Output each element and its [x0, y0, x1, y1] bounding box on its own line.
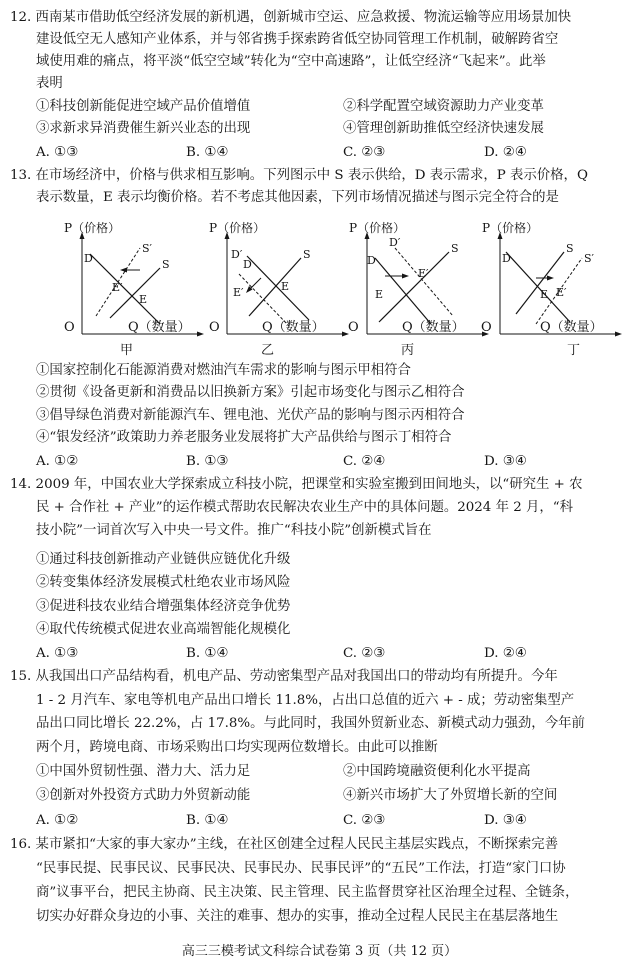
graph-jia-origin: O	[64, 320, 75, 335]
label-e-prime: E′	[418, 267, 429, 280]
y-axis-label: P（价格）	[64, 221, 121, 235]
q12-statements-row-2	[36, 119, 631, 139]
q14-stem-line-3: 技小院”一词首次写入中央一号文件。推广“科技小院”创新模式旨在	[36, 523, 432, 538]
q13-statement-3: ③倡导绿色消费对新能源汽车、锂电池、光伏产品的影响与图示丙相符合	[36, 408, 465, 423]
q16-stem-line-2: “民事民提、民事民议、民事民决、民事民办、民事民评”的“五民”工作法，打造“家门口协	[36, 861, 566, 876]
q12-stem-line-2: 建设低空无人感知产业体系，并与邻省携手探索跨省低空协同管理工作机制，破解跨省空	[36, 32, 559, 47]
graph-bing-origin: O	[348, 320, 359, 335]
q12-statement-4: ④管理创新助推低空经济快速发展	[343, 121, 544, 136]
label-e: E	[281, 280, 290, 293]
label-e: E	[540, 288, 549, 301]
graph-jia-caption: 甲	[120, 343, 134, 358]
q12-statements-row-1	[36, 97, 631, 117]
label-d: D	[502, 252, 511, 265]
q13-options	[36, 452, 631, 472]
q13-stem-line-2: 表示数量，E 表示均衡价格。若不考虑其他因素，下列市场情况描述与图示完全符合的是	[36, 190, 559, 205]
q13-statement-1: ①国家控制化石能源消费对燃油汽车需求的影响与图示甲相符合	[36, 363, 411, 378]
q14-statement-1: ①通过科技创新推动产业链供应链优化升级	[36, 552, 291, 567]
q13-option-a[interactable]: A. ①②	[36, 454, 79, 469]
q14-statement-4: ④取代传统模式促进农业高端智能化规模化	[36, 622, 291, 637]
label-s: S	[451, 242, 459, 255]
q12-stem-line-1: 12. 西南某市借助低空经济发展的新机遇，创新城市空运、应急救援、物流运输等应用场景加快	[10, 10, 572, 25]
label-d-prime: D′	[231, 248, 243, 261]
label-d: D	[243, 258, 252, 271]
q12-option-c[interactable]: C. ②③	[343, 145, 386, 160]
q12-option-b[interactable]: B. ①④	[186, 145, 229, 160]
q15-stem-line-3: 品出口同比增长 22.2%，占 17.8%。与此同时，我国外贸新业态、新模式动力强劲，今年前	[36, 716, 585, 731]
graph-ding-x-label: Q（数量）	[540, 320, 603, 335]
q16-stem-line-4: 切实办好群众身边的小事、关注的难事、想办的实事，推动全过程人民民主在基层落地生	[36, 909, 559, 924]
shift-arrow-right-icon	[547, 276, 554, 281]
label-d: D	[367, 254, 376, 267]
q14-statement-3: ③促进科技农业结合增强集体经济竞争优势	[36, 599, 291, 614]
q12-statement-2: ②科学配置空域资源助力产业变革	[343, 99, 544, 114]
label-d: D	[84, 252, 93, 265]
graph-jia-x-label: Q（数量）	[128, 320, 191, 335]
graph-bing-x-label: Q（数量）	[402, 320, 465, 335]
y-axis-label: P（价格）	[209, 221, 266, 235]
graph-ding-caption: 丁	[567, 343, 581, 358]
x-axis-arrow-icon	[197, 332, 204, 337]
page-footer: 高三三模考试文科综合试卷第 3 页（共 12 页）	[181, 944, 458, 959]
label-s: S	[566, 242, 574, 255]
q15-statements-row-1	[36, 762, 631, 782]
q15-option-a[interactable]: A. ①②	[36, 813, 79, 828]
q15-option-d[interactable]: D. ③④	[484, 813, 527, 828]
label-e-prime: E′	[233, 286, 244, 299]
q15-option-b[interactable]: B. ①④	[186, 813, 229, 828]
label-e: E	[375, 288, 384, 301]
q13-statement-4: ④“银发经济”政策助力养老服务业发展将扩大产品供给与图示丁相符合	[36, 430, 452, 445]
label-s: S	[162, 258, 170, 271]
q12-options	[36, 143, 631, 163]
x-axis-arrow-icon	[615, 332, 622, 337]
q13-option-d[interactable]: D. ③④	[484, 454, 527, 469]
q15-stem-line-2: 1 - 2 月汽车、家电等机电产品出口增长 11.8%，占出口总值的近六 + - 成；劳动密集型产	[36, 693, 575, 708]
q15-stem-line-4: 两个月，跨境电商、市场采购出口均实现两位数增长。由此可以推断	[36, 740, 438, 755]
q14-options	[36, 644, 631, 664]
q13-option-b[interactable]: B. ①③	[186, 454, 229, 469]
supply-line-s	[379, 252, 449, 322]
q14-option-c[interactable]: C. ②③	[343, 646, 386, 661]
demand-line-d-prime	[395, 248, 453, 316]
label-s-prime: S′	[142, 242, 153, 255]
q15-statement-3: ③创新对外投资方式助力外贸新动能	[36, 788, 251, 803]
graph-yi-origin: O	[209, 320, 220, 335]
q16-stem-line-3: 商”议事平台，把民主协商、民主决策、民主管理、民主监督贯穿社区治理全过程、全链条，	[36, 885, 579, 900]
q15-statement-2: ②中国跨境融资便利化水平提高	[343, 764, 531, 779]
q15-statement-1: ①中国外贸韧性强、潜力大、活力足	[36, 764, 251, 779]
graph-yi-x-label: Q（数量）	[262, 320, 325, 335]
label-s-prime: S′	[584, 252, 595, 265]
q13-option-c[interactable]: C. ②④	[343, 454, 386, 469]
q12-statement-3: ③求新求异消费催生新兴业态的出现	[36, 121, 251, 136]
shift-arrow-left-icon	[120, 268, 127, 273]
label-s: S	[303, 248, 311, 261]
shift-arrow-right-icon	[402, 274, 409, 279]
q12-option-a[interactable]: A. ①③	[36, 145, 79, 160]
q16-stem-line-1: 16. 某市紧扣“大家的事大家办”主线，在社区创建全过程人民民主基层实践点，不断探索完善	[10, 837, 559, 852]
q12-stem-line-3: 域使用难的痛点，将平淡“低空空域”转化为“空中高速路”，让低空经济“飞起来”。此举	[36, 54, 546, 69]
q14-stem-line-1: 14. 2009 年，中国农业大学探索成立科技小院，把课堂和实验室搬到田间地头，以“研究生 + 农	[10, 477, 583, 492]
q15-stem-line-1: 15. 从我国出口产品结构看，机电产品、劳动密集型产品对我国出口的带动均有所提升。今年	[10, 669, 558, 684]
q14-option-a[interactable]: A. ①③	[36, 646, 79, 661]
label-e-prime: E′	[112, 281, 123, 294]
label-d-prime: D′	[389, 236, 401, 249]
q13-stem-line-1: 13. 在市场经济中，价格与供求相互影响。下列图示中 S 表示供给，D 表示需求，P 表示价格，Q	[10, 168, 588, 183]
q12-stem-line-4: 表明	[36, 76, 63, 91]
q14-option-d[interactable]: D. ②④	[484, 646, 527, 661]
q15-options	[36, 811, 631, 831]
demand-line-d	[247, 256, 309, 320]
graph-ding-origin: O	[481, 320, 492, 335]
q12-option-d[interactable]: D. ②④	[484, 145, 527, 160]
q15-statement-4: ④新兴市场扩大了外贸增长新的空间	[343, 788, 558, 803]
q14-option-b[interactable]: B. ①④	[186, 646, 229, 661]
graph-bing-caption: 丙	[401, 343, 415, 358]
demand-line-d	[90, 254, 160, 324]
q13-statement-2: ②贯彻《设备更新和消费品以旧换新方案》引起市场变化与图示乙相符合	[36, 385, 465, 400]
q12-statement-1: ①科技创新能促进空域产品价值增值	[36, 99, 251, 114]
q15-statements-row-2	[36, 786, 631, 806]
q14-statement-2: ②转变集体经济发展模式杜绝农业市场风险	[36, 575, 291, 590]
supply-line-s	[516, 252, 564, 314]
y-axis-label: P（价格）	[349, 221, 406, 235]
label-e: E	[139, 293, 148, 306]
graph-yi-caption: 乙	[261, 343, 275, 358]
q15-option-c[interactable]: C. ②③	[343, 813, 386, 828]
y-axis-label: P（价格）	[482, 221, 539, 235]
label-e-prime: E′	[556, 286, 567, 299]
q14-stem-line-2: 民 + 合作社 + 产业”的运作模式帮助农民解决农业生产中的具体问题。2024 年 2 月，“科	[36, 500, 574, 515]
